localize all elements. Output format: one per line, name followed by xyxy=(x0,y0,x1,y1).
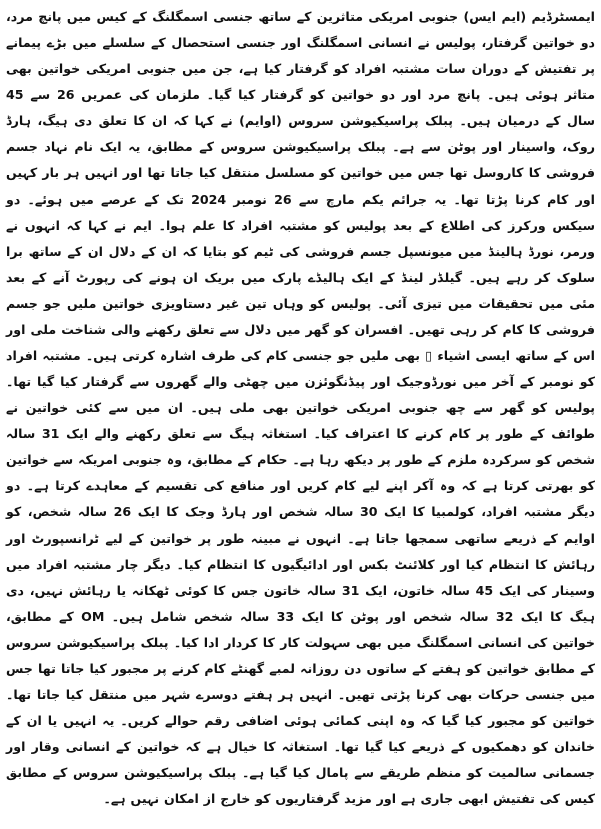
article-body: ایمسٹرڈیم (ایم ایس) جنوبی امریکی متاثرین کے ساتھ جنسی اسمگلنگ کے کیس میں پانچ مرد، دو خواتین گرفتار، پولیس نے انسانی اسمگلنگ اور جنسی استحصال کے سلسلے میں بڑے پیمانے پر تفتیش کے دوران سات مشتبہ افراد کو گرفتار کیا ہے، جن میں جنوبی امریکی خواتین بھی متاثر ہوئی ہیں۔ پانچ مرد اور دو خواتین کو گرفتار کیا گیا۔ ملزمان کی عمریں 26 سے 45 سال کے درمیان ہیں۔ پبلک پراسیکیوشن سروس (اوایم) نے کہا کہ ان کا تعلق دی ہیگ، ہارڈ روک، واسینار اور پوٹن سے ہے۔ پبلک پراسیکیوشن سروس کے مطابق، یہ ایک نام نہاد جسم فروشی کا کاروسل تھا جس میں خواتین کو مسلسل منتقل کیا جاتا تھا اور انہیں ہر بار کہیں اور کام کرنا پڑتا تھا۔ یہ جرائم یکم مارچ سے 26 نومبر 2024 تک کے عرصے میں ہوئے۔ دو سیکس ورکرز کی اطلاع کے بعد پولیس کو مشتبہ افراد کا علم ہوا۔ ایم نے کہا کہ انہوں نے ورمر، نورڈ ہالینڈ میں میونسپل جسم فروشی کی ٹیم کو بتایا کہ ان کے دلال ان کے ساتھ برا سلوک کر رہے ہیں۔ گیلڈر لینڈ کے ایک ہالیڈے پارک میں بریک ان ہونے کی رپورٹ آنے کے بعد مئی میں تحقیقات میں تیزی آئی۔ پولیس کو وہاں تین غیر دستاویزی خواتین ملیں جو جسم فروشی کا کام کر رہی تھیں۔ افسران کو گھر میں دلال سے تعلق رکھنے والی شناخت ملی اور اس کے ساتھ ایسی اشیاء ▯ بھی ملیں جو جنسی کام کی طرف اشارہ کرتی ہیں۔ مشتبہ افراد کو نومبر کے آخر میں نورڈوجیک اور پیڈنگوئزن میں چھٹی والے گھروں سے گرفتار کیا گیا تھا۔ پولیس کو گھر سے چھ جنوبی امریکی خواتین بھی ملی ہیں۔ ان میں سے کئی خواتین نے طوائف کے طور پر کام کرنے کا اعتراف کیا۔ استغاثہ ہیگ سے تعلق رکھنے والے ایک 31 سالہ شخص کو سرکردہ ملزم کے طور پر دیکھ رہا ہے۔ حکام کے مطابق، وہ جنوبی امریکہ سے خواتین کو بھرتی کرتا ہے کہ وہ آکر اپنے لیے کام کریں اور منافع کی تقسیم کے معاہدے کرتا ہے۔ دو دیگر مشتبہ افراد، کولمبیا کا ایک 30 سالہ شخص اور ہارڈ وجک کا ایک 26 سالہ شخص، کو اوایم کے ذریعے ساتھی سمجھا جاتا ہے۔ انہوں نے مبینہ طور پر خواتین کے لیے ٹرانسپورٹ اور رہائش کا انتظام کیا اور کلائنٹ بکس اور ادائیگیوں کا انتظام کیا۔ دیگر چار مشتبہ افراد میں وسینار کی ایک 45 سالہ خاتون، ایک 31 سالہ خاتون جس کا کوئی ٹھکانہ یا رہائش نہیں، دی ہیگ کا ایک 32 سالہ شخص اور پوٹن کا ایک 33 سالہ شخص شامل ہیں۔ OM کے مطابق، خواتین کی انسانی اسمگلنگ میں بھی سہولت کار کا کردار ادا کیا۔ پبلک پراسیکیوشن سروس کے مطابق خواتین کو ہفتے کے ساتوں دن روزانہ لمبے گھنٹے کام کرنے پر مجبور کیا جاتا تھا جس میں جنسی حرکات بھی کرنا پڑتی تھیں۔ انہیں ہر ہفتے دوسرے شہر میں منتقل کیا جاتا تھا۔ خواتین کو مجبور کیا گیا کہ وہ اپنی کمائی ہوئی اضافی رقم حوالے کریں۔ یہ انہیں یا ان کے خاندان کو دھمکیوں کے ذریعے کیا گیا تھا۔ استغاثہ کا خیال ہے کہ خواتین کے انسانی وقار اور جسمانی سالمیت کو منظم طریقے سے پامال کیا گیا ہے۔ پبلک پراسیکیوشن سروس کے مطابق کیس کی تفتیش ابھی جاری ہے اور مزید گرفتاریوں کو خارج از امکان نہیں ہے۔ xyxy=(6,9,596,807)
